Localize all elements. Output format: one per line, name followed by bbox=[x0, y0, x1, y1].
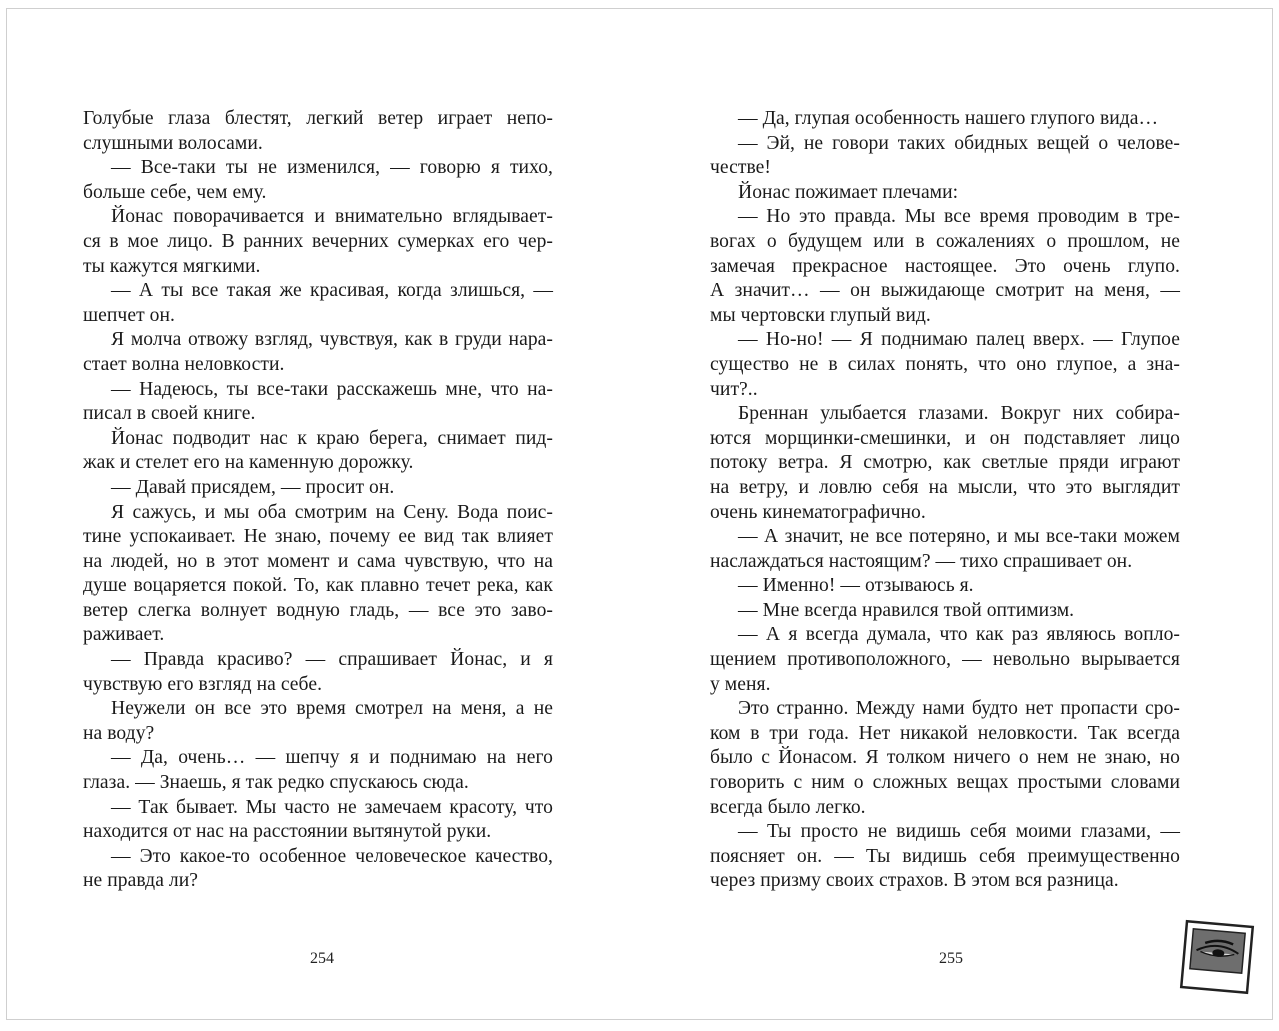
text-line: — Да, очень… — шепчу я и поднимаю на него bbox=[111, 747, 553, 769]
text-line: — Но это правда. Мы все время проводим в тре- bbox=[738, 206, 1180, 228]
text-line: тине успокаивает. Не знаю, почему ее вид так влияет bbox=[83, 526, 553, 548]
text-line: не правда ли? bbox=[83, 870, 198, 892]
text-line: находится от нас на расстоянии вытянутой руки. bbox=[83, 821, 492, 843]
text-line: — Эй, не говори таких обидных вещей о челове- bbox=[738, 132, 1180, 154]
text-line: жак и стелет его на каменную дорожку. bbox=[83, 452, 414, 474]
text-line: чит?.. bbox=[710, 378, 758, 400]
text-line: мы чертовски глупый вид. bbox=[710, 304, 931, 326]
text-line: очень кинематографично. bbox=[710, 501, 926, 523]
text-line: — Это какое-то особенное человеческое качество, bbox=[111, 845, 553, 867]
text-line: — Мне всегда нравился твой оптимизм. bbox=[738, 599, 1075, 621]
text-line: вогах о будущем или в сожалениях о прошлом, не bbox=[710, 230, 1180, 252]
text-line: Я сажусь, и мы оба смотрим на Сену. Вода поис- bbox=[111, 501, 553, 523]
text-line: Голубые глаза блестят, легкий ветер играет непо- bbox=[83, 108, 553, 129]
text-line: ком в три года. Нет никакой неловкости. Так всегда bbox=[710, 722, 1180, 744]
text-line: Бреннан улыбается глазами. Вокруг них собира- bbox=[738, 403, 1180, 425]
text-line: щением противоположного, — невольно вырывается bbox=[710, 649, 1180, 671]
text-line: — Все-таки ты не изменился, — говорю я тихо, bbox=[111, 157, 553, 179]
text-line: — Надеюсь, ты все-таки расскажешь мне, что на- bbox=[111, 378, 553, 400]
text-line: ся в мое лицо. В ранних вечерних сумерках его чер- bbox=[83, 230, 553, 252]
text-line: Йонас пожимает плечами: bbox=[738, 181, 959, 203]
text-line: Неужели он все это время смотрел на меня, а не bbox=[111, 698, 553, 720]
text-line: ты кажутся мягкими. bbox=[83, 255, 261, 277]
text-line: глаза. — Знаешь, я так редко спускаюсь сюда. bbox=[83, 772, 469, 794]
text-line: потоку ветра. Я смотрю, как светлые пряди играют bbox=[710, 452, 1180, 474]
text-line: на ветру, и ловлю себя на мысли, что это выглядит bbox=[710, 476, 1180, 498]
text-line: наслаждаться настоящим? — тихо спрашивает он. bbox=[710, 550, 1133, 572]
text-line: Йонас подводит нас к краю берега, снимает пид- bbox=[111, 427, 553, 449]
text-line: поясняет он. — Ты видишь себя преимущественно bbox=[710, 845, 1180, 867]
text-line: шепчет он. bbox=[83, 304, 175, 326]
text-line: через призму своих страхов. В этом вся разница. bbox=[710, 870, 1119, 892]
text-line: Я молча отвожу взгляд, чувствуя, как в груди нара- bbox=[111, 329, 553, 351]
text-line: замечая прекрасное настоящее. Это очень глупо. bbox=[710, 255, 1180, 277]
text-line: душе воцаряется покой. То, как плавно течет река, как bbox=[83, 575, 553, 597]
text-line: — Давай присядем, — просит он. bbox=[111, 476, 395, 498]
text-line: ются морщинки-смешинки, и он подставляет лицо bbox=[710, 427, 1180, 449]
page-number-right: 255 bbox=[939, 950, 963, 967]
text-line: на воду? bbox=[83, 722, 155, 744]
text-line: ветер слегка волнует водную гладь, — все это заво- bbox=[83, 599, 553, 621]
text-line: больше себе, чем ему. bbox=[83, 181, 267, 203]
text-line: на людей, но в этот момент и сама чувствую, что на bbox=[83, 550, 553, 572]
text-line: писал в своей книге. bbox=[83, 403, 256, 425]
text-line: — Именно! — отзываюсь я. bbox=[738, 575, 974, 597]
left-page-text bbox=[83, 107, 553, 894]
text-line: у меня. bbox=[710, 673, 771, 695]
text-line: чувствую его взгляд на себе. bbox=[83, 673, 323, 695]
text-line: — Правда красиво? — спрашивает Йонас, и я bbox=[111, 649, 553, 671]
text-line: Это странно. Между нами будто нет пропасти сро- bbox=[738, 698, 1180, 720]
page-number-left: 254 bbox=[310, 950, 334, 967]
text-line: было с Йонасом. Я толком ничего о нем не знаю, но bbox=[710, 747, 1180, 769]
text-line: А значит… — он выжидающе смотрит на меня, — bbox=[710, 280, 1180, 302]
text-line: — А ты все такая же красивая, когда злишься, — bbox=[111, 280, 553, 302]
text-line: всегда было легко. bbox=[710, 796, 866, 818]
text-line: — Но-но! — Я поднимаю палец вверх. — Глупое bbox=[738, 329, 1180, 351]
text-line: — Так бывает. Мы часто не замечаем красоту, что bbox=[111, 796, 553, 818]
text-line: существо не в силах понять, что оно глупое, а зна- bbox=[710, 353, 1180, 375]
text-line: — А я всегда думала, что как раз являюсь вопло- bbox=[738, 624, 1180, 646]
text-line: честве! bbox=[710, 157, 772, 179]
polaroid-eye-icon bbox=[1179, 919, 1255, 995]
text-line: раживает. bbox=[83, 624, 165, 646]
text-line: — Да, глупая особенность нашего глупого вида… bbox=[738, 108, 1159, 129]
text-line: стает волна неловкости. bbox=[83, 353, 285, 375]
text-line: слушными волосами. bbox=[83, 132, 263, 154]
text-line: — Ты просто не видишь себя моими глазами, — bbox=[738, 821, 1180, 843]
text-line: — А значит, не все потеряно, и мы все-таки можем bbox=[738, 526, 1180, 548]
text-line: Йонас поворачивается и внимательно вглядывает- bbox=[111, 206, 553, 228]
right-page-text bbox=[710, 107, 1180, 894]
text-line: говорить с ним о сложных вещах простыми словами bbox=[710, 772, 1180, 794]
